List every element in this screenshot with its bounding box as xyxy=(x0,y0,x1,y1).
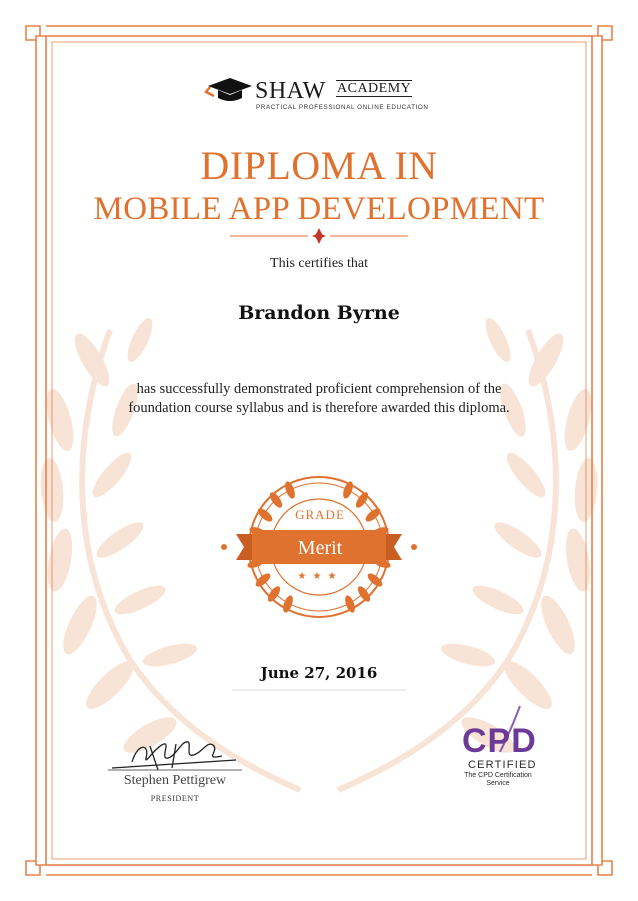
title-divider xyxy=(230,228,408,244)
grade-label: GRADE xyxy=(295,507,345,522)
logo-tagline: PRACTICAL PROFESSIONAL ONLINE EDUCATION xyxy=(256,104,429,111)
logo-brand: SHAW xyxy=(255,78,326,104)
statement xyxy=(0,380,638,418)
statement-line2: foundation course syllabus and is therefore awarded this diploma. xyxy=(128,400,510,416)
statement-line1: has successfully demonstrated proficient comprehension of the xyxy=(136,381,502,397)
signatory-name: Stephen Pettigrew xyxy=(123,773,227,788)
cpd-service-line1: The CPD Certification xyxy=(464,772,532,779)
cpd-certified: CERTIFIED xyxy=(468,759,537,771)
cpd-service-line2: Service xyxy=(486,780,510,787)
award-date: June 27, 2016 xyxy=(260,664,378,682)
diploma-title-line2: MOBILE APP DEVELOPMENT xyxy=(93,191,545,227)
grade-value: Merit xyxy=(297,537,343,559)
signatory-role: PRESIDENT xyxy=(150,794,200,803)
diploma-title-line1: DIPLOMA IN xyxy=(200,143,438,188)
certifies-text: This certifies that xyxy=(270,256,368,271)
logo-academy: ACADEMY xyxy=(337,81,412,96)
cpd-logo-text: CPD xyxy=(462,722,537,760)
recipient-name: Brandon Byrne xyxy=(238,302,400,324)
graduation-cap-icon xyxy=(206,78,252,101)
grade-stars: ★★★ xyxy=(297,571,343,582)
